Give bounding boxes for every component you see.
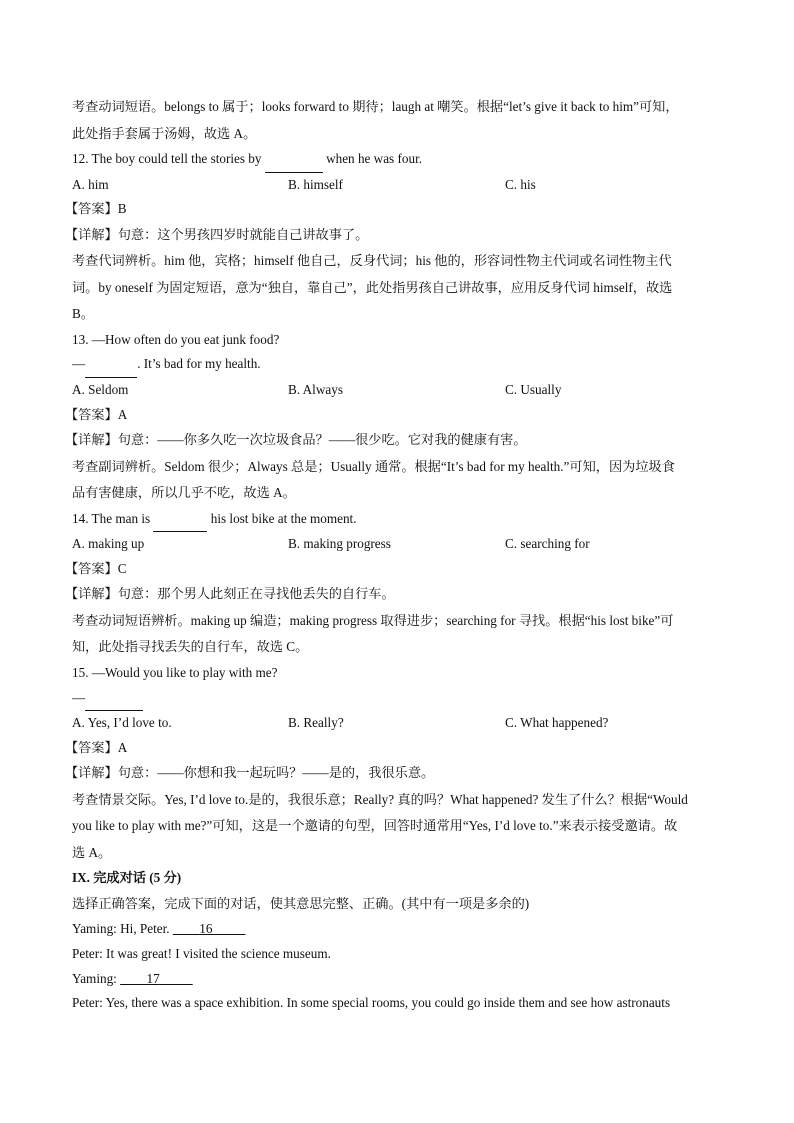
q11-explanation-line-2: 此处指手套属于汤姆，故选 A。	[72, 125, 257, 141]
q15-explanation-1: 考查情景交际。Yes, I’d love to.是的，我很乐意；Really? 真的吗？What happened? 发生了什么？根据“Would	[72, 791, 688, 807]
q14-option-c: C. searching for	[505, 536, 590, 552]
q13-option-a: A. Seldom	[72, 381, 129, 397]
q13-detail: 【详解】句意：——你多久吃一次垃圾食品？——很少吃。它对我的健康有害。	[65, 432, 527, 448]
q14-explanation-2: 知，此处指寻找丢失的自行车，故选 C。	[72, 639, 309, 655]
q14-detail: 【详解】句意：那个男人此刻正在寻找他丢失的自行车。	[65, 586, 395, 602]
q15-answer: 【答案】A	[65, 739, 128, 755]
q15-detail: 【详解】句意：——你想和我一起玩吗？——是的，我很乐意。	[65, 765, 435, 781]
q14-options	[72, 532, 724, 557]
q15-options	[72, 711, 724, 736]
q13-stem-response: — . It’s bad for my health.	[72, 352, 724, 378]
q14-blank	[153, 507, 207, 533]
q13-option-b: B. Always	[288, 381, 343, 397]
q12-blank	[265, 147, 323, 173]
q12-detail: 【详解】句意：这个男孩四岁时就能自己讲故事了。	[65, 226, 369, 242]
q14-option-a: A. making up	[72, 536, 145, 552]
q14-option-b: B. making progress	[288, 536, 391, 552]
q12-answer: 【答案】B	[65, 201, 127, 217]
blank-17: 17	[146, 970, 160, 986]
q14-stem: 14. The man is his lost bike at the moment.	[72, 507, 724, 533]
blank-16: 16	[199, 921, 213, 937]
q15-explanation-3: 选 A。	[72, 844, 112, 860]
q12-explanation-3: B。	[72, 306, 94, 322]
q14-explanation-1: 考查动词短语辨析。making up 编造；making progress 取得进步；searching for 寻找。根据“his lost bike”可	[72, 612, 674, 628]
q12-stem: 12. The boy could tell the stories by when he was four.	[72, 147, 724, 173]
dialogue-line-4: Peter: Yes, there was a space exhibition. In some special rooms, you could go inside them and see how astronauts	[72, 995, 671, 1011]
q13-explanation-1: 考查副词辨析。Seldom 很少；Always 总是；Usually 通常。根据“It’s bad for my health.”可知，因为垃圾食	[72, 458, 675, 474]
q12-option-b: B. himself	[288, 176, 343, 192]
q12-options	[72, 173, 724, 198]
dialogue-line-2: Peter: It was great! I visited the science museum.	[72, 946, 331, 961]
q13-blank	[85, 352, 137, 378]
q15-option-a: A. Yes, I’d love to.	[72, 715, 172, 731]
q15-stem: 15. —Would you like to play with me?	[72, 664, 278, 680]
q13-stem: 13. —How often do you eat junk food?	[72, 331, 280, 347]
q15-option-c: C. What happened?	[505, 715, 609, 731]
dialogue-line-3: Yaming: 17	[72, 967, 724, 992]
document-page	[65, 94, 724, 1016]
q12-explanation-1: 考查代词辨析。him 他，宾格；himself 他自己，反身代词；his 他的，形容词性物主代词或名词性物主代	[72, 253, 672, 269]
dialogue-line-1: Yaming: Hi, Peter. 16	[72, 917, 724, 942]
section-heading: IX. 完成对话 (5 分)	[72, 870, 182, 886]
q14-answer: 【答案】C	[65, 560, 127, 576]
section-instruction: 选择正确答案，完成下面的对话，使其意思完整、正确。(其中有一项是多余的)	[72, 895, 530, 911]
q15-explanation-2: you like to play with me?”可知，这是一个邀请的句型，回答时通常用“Yes, I’d love to.”来表示接受邀请。故	[72, 818, 678, 834]
q13-explanation-2: 品有害健康，所以几乎不吃，故选 A。	[72, 485, 296, 501]
q13-options	[72, 378, 724, 403]
q11-explanation-line-1: 考查动词短语。belongs to 属于；looks forward to 期待；laugh at 嘲笑。根据“let’s give it back to him”可知，	[72, 99, 679, 114]
q13-answer: 【答案】A	[65, 406, 128, 422]
q15-blank	[85, 686, 143, 712]
q15-option-b: B. Really?	[288, 715, 344, 731]
q15-stem-response: —	[72, 686, 724, 712]
q12-option-a: A. him	[72, 176, 109, 192]
q13-option-c: C. Usually	[505, 381, 562, 397]
q12-option-c: C. his	[505, 176, 536, 192]
q12-explanation-2: 词。by oneself 为固定短语，意为“独自，靠自己”，此处指男孩自己讲故事，应用反身代词 himself，故选	[72, 279, 673, 295]
